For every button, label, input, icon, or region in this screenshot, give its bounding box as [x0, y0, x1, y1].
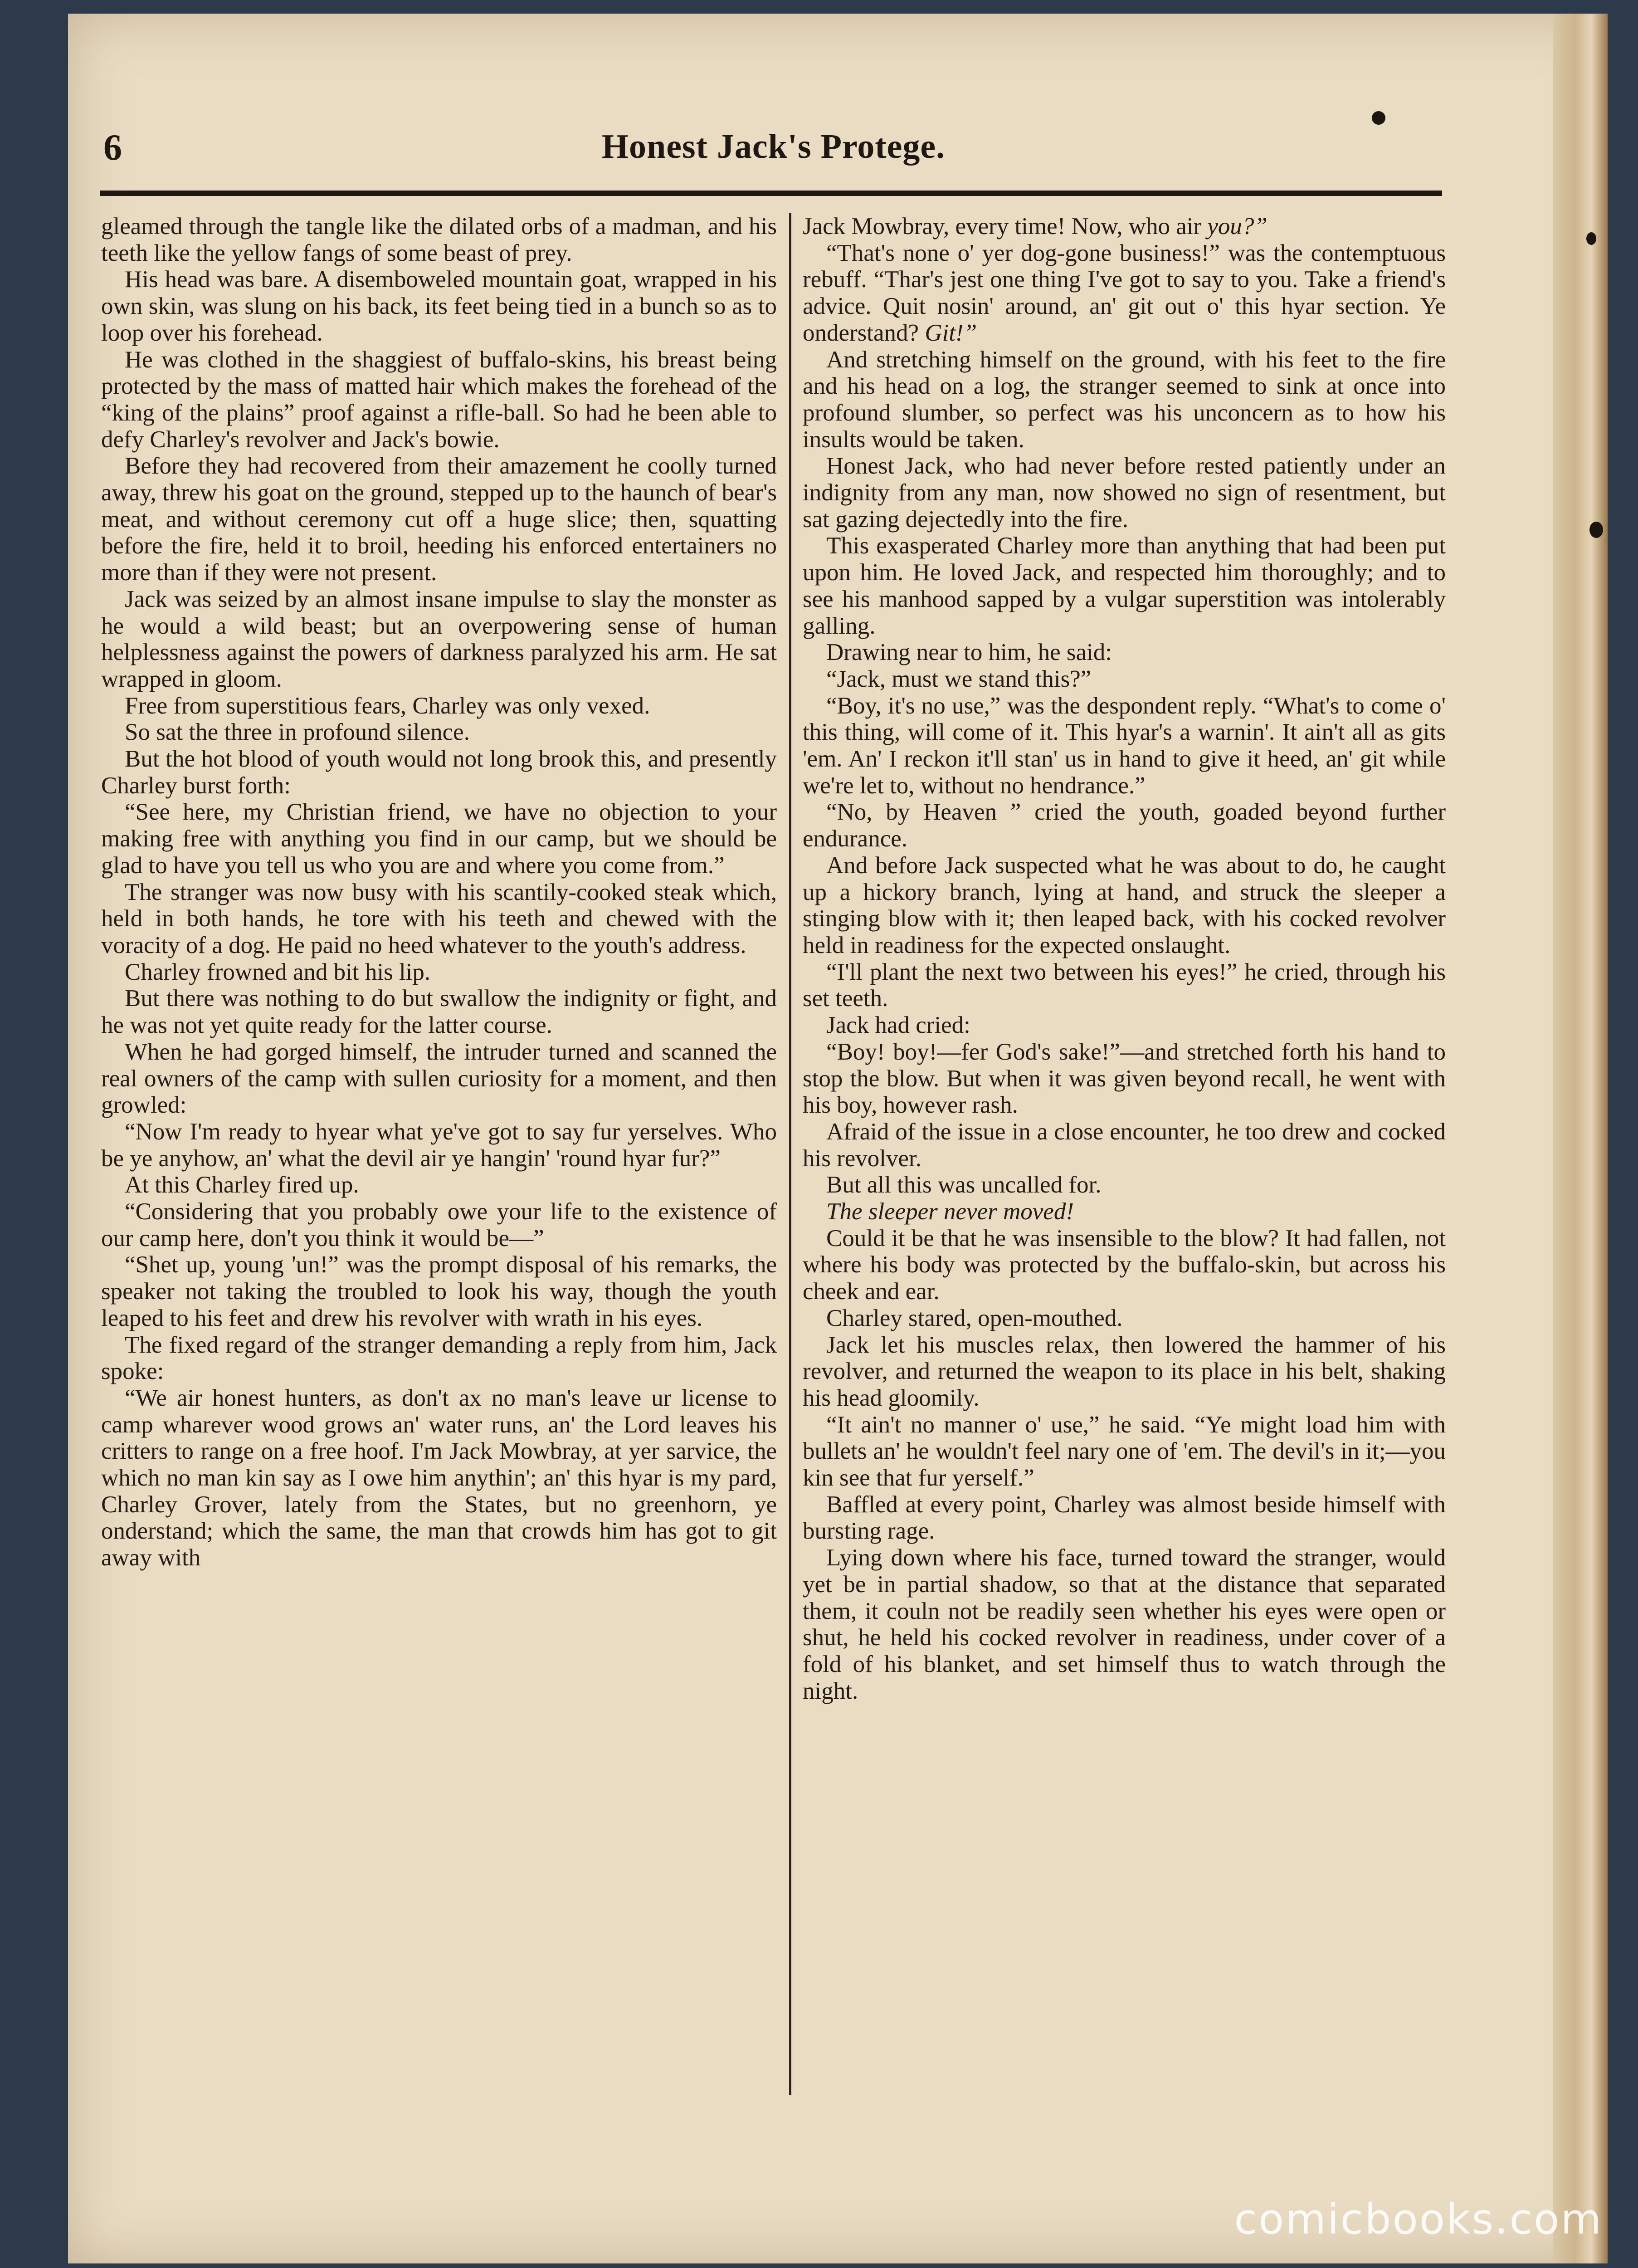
paragraph: This exasperated Charley more than anything that had been put upon him. He loved Jack, and respected him thoroughly; and to see his manhood sapped by a vulgar superstition was intolerably galling.	[803, 533, 1446, 639]
paragraph: But there was nothing to do but swallow the indignity or fight, and he was not yet quite ready for the latter course.	[101, 985, 777, 1039]
paragraph: “Now I'm ready to hyear what ye've got to say fur yerselves. Who be ye anyhow, an' what the devil air ye hangin' 'round hyar fur?”	[101, 1118, 777, 1172]
paragraph: “See here, my Christian friend, we have no objection to your making free with anything you find in our camp, but we should be glad to have you tell us who you are and where you come from.”	[101, 799, 777, 879]
paragraph: Free from superstitious fears, Charley was only vexed.	[125, 692, 650, 719]
ink-spot	[1586, 232, 1596, 245]
paragraph: Jack was seized by an almost insane impulse to slay the monster as he would a wild beast; but an overpowering sense of human helplessness against the powers of darkness paralyzed his arm. He sat wrapped in gloom.	[101, 586, 777, 692]
paragraph: Afraid of the issue in a close encounter, he too drew and cocked his revolver.	[803, 1118, 1446, 1172]
paragraph: “It ain't no manner o' use,” he said. “Ye might load him with bullets an' he wouldn't feel nary one of 'em. The devil's in it;—you kin see that fur yerself.”	[803, 1411, 1446, 1491]
paragraph	[803, 240, 1446, 347]
paragraph: Lying down where his face, turned toward the stranger, would yet be in partial shadow, so that at the distance that separated them, it couln not be readily seen whether his eyes were open or shut, he held his cocked revolver in readiness, under cover of a fold of his blanket, and set himself thus to watch through the night.	[803, 1545, 1446, 1704]
paragraph: He was clothed in the shaggiest of buffalo-skins, his breast being protected by the mass of matted hair which makes the forehead of the “king of the plains” proof against a rifle-ball. So had he been able to defy Charley's revolver and Jack's bowie.	[101, 346, 777, 453]
page-gutter	[1553, 14, 1608, 2263]
header-rule	[100, 191, 1442, 196]
paragraph: His head was bare. A disemboweled mountain goat, wrapped in his own skin, was slung on his back, its feet being tied in a bunch so as to loop over his forehead.	[101, 266, 777, 346]
watermark: comicbooks.com	[1234, 2195, 1603, 2244]
paragraph: “Boy, it's no use,” was the despondent reply. “What's to come o' this thing, will come of it. This hyar's a warnin'. It ain't all as gits 'em. An' I reckon it'll stan' us in hand to give it heed, an' git while we're let to, without no hendrance.”	[803, 692, 1446, 799]
paragraph	[803, 213, 1446, 240]
paragraph: Charley frowned and bit his lip.	[125, 958, 431, 985]
paragraph: Honest Jack, who had never before rested patiently under an indignity from any man, now showed no sign of resentment, but sat gazing dejectedly into the fire.	[803, 453, 1446, 533]
paragraph: The fixed regard of the stranger demanding a reply from him, Jack spoke:	[101, 1331, 777, 1385]
right-column	[803, 213, 1446, 1704]
left-column	[101, 213, 777, 1571]
paragraph: “Shet up, young 'un!” was the prompt disposal of his remarks, the speaker not taking the troubled to look his way, though the youth leaped to his feet and drew his revolver with wrath in his eyes.	[101, 1251, 777, 1331]
paragraph: So sat the three in profound silence.	[125, 719, 470, 746]
paragraph: And stretching himself on the ground, with his feet to the fire and his head on a log, the stranger seemed to sink at once into profound slumber, so perfect was his unconcern as to how his insults would be taken.	[803, 346, 1446, 453]
emphasis-text: The sleeper never moved!	[826, 1198, 1074, 1225]
emphasis-text: you?”	[1207, 213, 1268, 240]
page-header	[103, 122, 1443, 185]
paragraph: At this Charley fired up.	[125, 1172, 359, 1198]
paragraph: But all this was uncalled for.	[826, 1172, 1102, 1198]
paragraph: “No, by Heaven ” cried the youth, goaded beyond further endurance.	[803, 799, 1446, 852]
paragraph: Before they had recovered from their amazement he coolly turned away, threw his goat on the ground, stepped up to the haunch of bear's meat, and without ceremony cut off a huge slice; then, squatting before the fire, held it to broil, heeding his enforced entertainers no more than if they were not present.	[101, 453, 777, 586]
paragraph: Jack had cried:	[826, 1012, 970, 1039]
paragraph-text: “That's none o' yer dog-gone business!” was the contemptuous rebuff. “Thar's jest one thing I've got to say to you. Take a friend's advice. Quit nosin' around, an' git out o' this hyar section. Ye onderstand?	[803, 240, 1446, 346]
paragraph: Baffled at every point, Charley was almost beside himself with bursting rage.	[803, 1491, 1446, 1545]
paragraph: “Considering that you probably owe your life to the existence of our camp here, don't you think it would be—”	[101, 1198, 777, 1251]
column-divider	[789, 213, 791, 2095]
paragraph: “We air honest hunters, as don't ax no man's leave ur license to camp wharever wood grows an' water runs, an' the Lord leaves his critters to range on a free hoof. I'm Jack Mowbray, at yer sarvice, the which no man kin say as I owe him anythin'; an' this hyar is my pard, Charley Grover, lately from the States, but no greenhorn, ye onderstand; which the same, the man that crowds him has got to git away with	[101, 1384, 777, 1571]
emphasis-text: Git!”	[925, 319, 977, 346]
paragraph: Could it be that he was insensible to the blow? It had fallen, not where his body was protected by the buffalo-skin, but across his cheek and ear.	[803, 1225, 1446, 1305]
paragraph: gleamed through the tangle like the dilated orbs of a madman, and his teeth like the yellow fangs of some beast of prey.	[101, 213, 777, 266]
paragraph: Drawing near to him, he said:	[826, 639, 1112, 666]
paragraph-text: Jack Mowbray, every time! Now, who air	[803, 213, 1208, 240]
paragraph: “Jack, must we stand this?”	[826, 665, 1092, 692]
page-number: 6	[103, 127, 123, 168]
paragraph: Jack let his muscles relax, then lowered the hammer of his revolver, and returned the weapon to its place in his belt, shaking his head gloomily.	[803, 1331, 1446, 1411]
paragraph: And before Jack suspected what he was about to do, he caught up a hickory branch, lying at hand, and struck the sleeper a stinging blow with it; then leaped back, with his cocked revolver held in readiness for the expected onslaught.	[803, 852, 1446, 958]
paragraph: When he had gorged himself, the intruder turned and scanned the real owners of the camp with sullen curiosity for a moment, and then growled:	[101, 1038, 777, 1119]
paragraph: The stranger was now busy with his scantily-cooked steak which, held in both hands, he tore with his teeth and chewed with the voracity of a dog. He paid no heed whatever to the youth's address.	[101, 879, 777, 958]
paragraph	[803, 1198, 1446, 1225]
running-title: Honest Jack's Protege.	[601, 127, 946, 166]
paragraph: “Boy! boy!—fer God's sake!”—and stretched forth his hand to stop the blow. But when it was given beyond recall, he went with his boy, however rash.	[803, 1038, 1446, 1119]
ink-spot	[1589, 522, 1603, 538]
paragraph: But the hot blood of youth would not long brook this, and presently Charley burst forth:	[101, 746, 777, 799]
paragraph: Charley stared, open-mouthed.	[826, 1305, 1123, 1331]
paragraph: “I'll plant the next two between his eyes!” he cried, through his set teeth.	[803, 958, 1446, 1012]
